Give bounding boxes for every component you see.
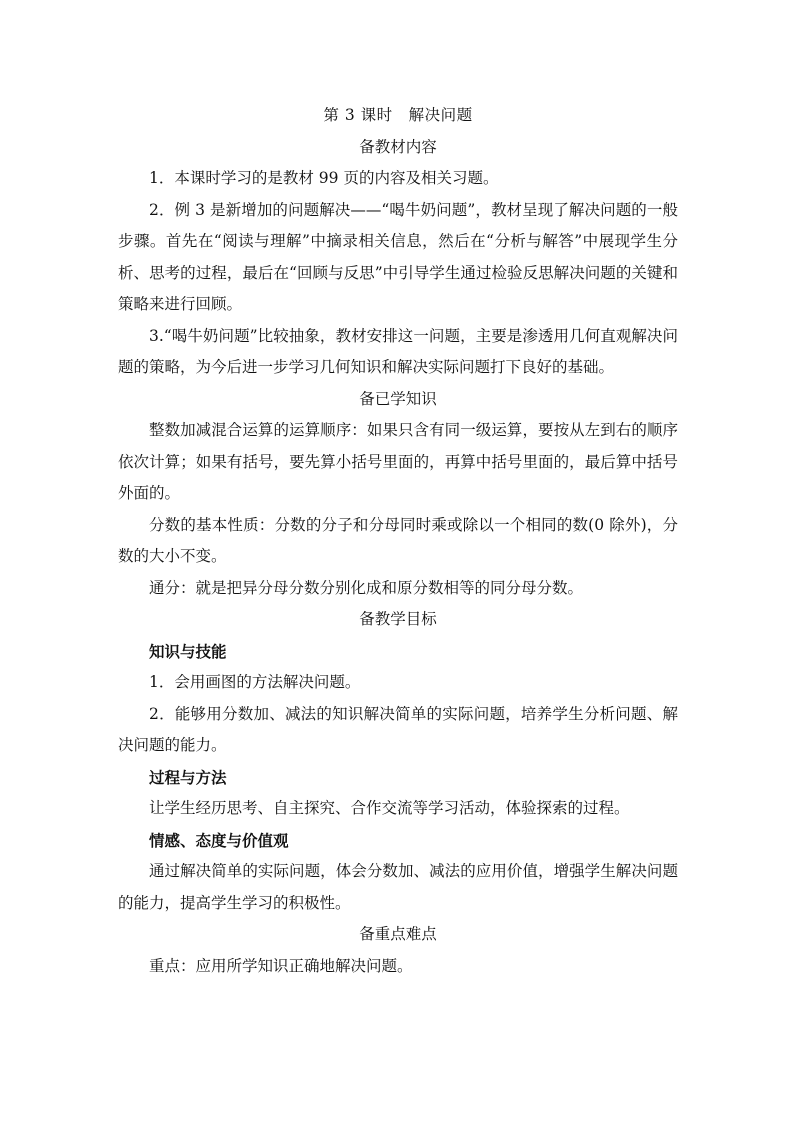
paragraph: 通过解决简单的实际问题，体会分数加、减法的应用价值，增强学生解决问题的能力，提高学生学习的积极性。 xyxy=(118,862,678,912)
section-heading-key: 备重点难点 xyxy=(359,925,437,943)
paragraph: 让学生经历思考、自主探究、合作交流等学习活动，体验探索的过程。 xyxy=(149,799,630,817)
paragraph: 1．本课时学习的是教材 99 页的内容及相关习题。 xyxy=(149,169,499,187)
paragraph: 整数加减混合运算的运算顺序：如果只含有同一级运算，要按从左到右的顺序依次计算；如果有括号，要先算小括号里面的，再算中括号里面的，最后算中括号外面的。 xyxy=(118,421,678,502)
paragraph: 通分：就是把异分母分数分别化成和原分数相等的同分母分数。 xyxy=(149,578,584,597)
subheading-attitude: 情感、态度与价值观 xyxy=(149,830,289,850)
subheading-process: 过程与方法 xyxy=(149,767,227,787)
paragraph: 2．例 3 是新增加的问题解决——“喝牛奶问题”，教材呈现了解决问题的一般步骤。首先在“阅读与理解”中摘录相关信息，然后在“分析与解答”中展现学生分析、思考的过程，最后在“回顾与反思”中引导学生通过检验反思解决问题的关键和策略来进行回顾。 xyxy=(118,200,678,313)
section-heading-textbook: 备教材内容 xyxy=(359,137,437,156)
lesson-title: 第 3 课时 解决问题 xyxy=(323,106,473,124)
document-page xyxy=(118,100,678,982)
paragraph: 1．会用画图的方法解决问题。 xyxy=(149,673,361,691)
section-heading-prior: 备已学知识 xyxy=(359,389,437,408)
paragraph: 分数的基本性质：分数的分子和分母同时乘或除以一个相同的数(0 除外)，分数的大小不变。 xyxy=(118,515,678,565)
paragraph: 3.“喝牛奶问题”比较抽象，教材安排这一问题，主要是渗透用几何直观解决问题的策略，为今后进一步学习几何知识和解决实际问题打下良好的基础。 xyxy=(118,326,678,376)
paragraph: 重点：应用所学知识正确地解决问题。 xyxy=(149,956,413,975)
subheading-knowledge: 知识与技能 xyxy=(149,641,227,661)
paragraph: 2．能够用分数加、减法的知识解决简单的实际问题，培养学生分析问题、解决问题的能力。 xyxy=(118,704,678,754)
section-heading-goals: 备教学目标 xyxy=(359,610,437,628)
